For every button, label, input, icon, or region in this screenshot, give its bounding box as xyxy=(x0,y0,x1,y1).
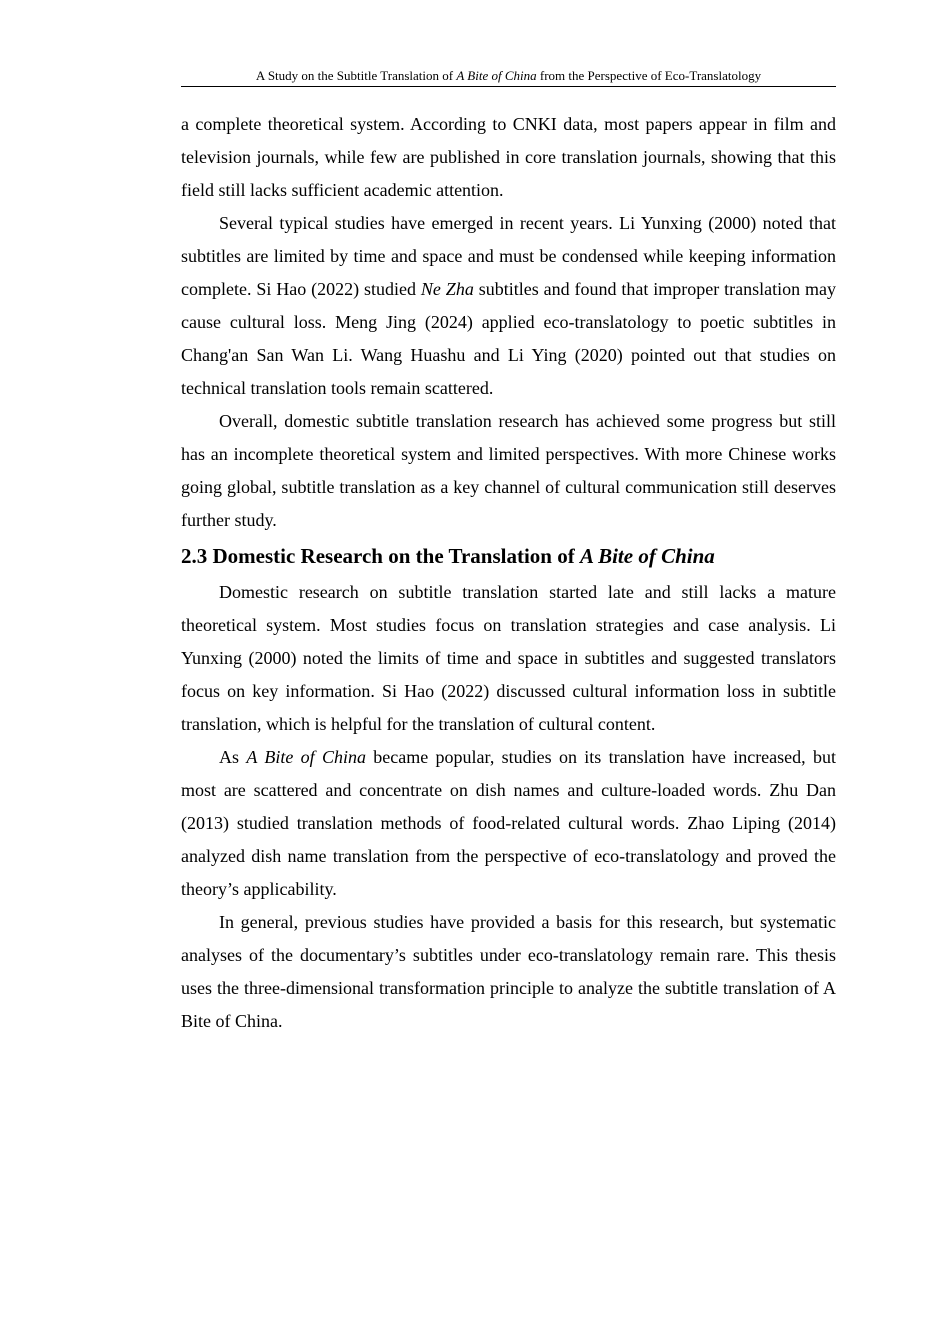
section-heading-text: 2.3 Domestic Research on the Translation of xyxy=(181,544,580,568)
paragraph-2-part-b: subtitles and found that improper translation may cause cultural loss. Meng Jing (2024) applied eco-translatology to poetic subtitles in Chang'an San Wan Li. Wang Huashu and Li Ying (2020) pointed out that studies on technical translation tools remain scattered. xyxy=(181,279,836,398)
paragraph-3: Overall, domestic subtitle translation research has achieved some progress but still has an incomplete theoretical system and limited perspectives. With more Chinese works going global, subtitle translation as a key channel of cultural communication still deserves further study. xyxy=(181,411,836,530)
paragraph-1: a complete theoretical system. According to CNKI data, most papers appear in film and television journals, while few are published in core translation journals, showing that this field still lacks sufficient academic attention. xyxy=(181,114,836,200)
header-prefix: A Study on the Subtitle Translation of xyxy=(255,68,457,83)
paragraph-5-part-b: became popular, studies on its translation have increased, but most are scattered and concentrate on dish names and culture-loaded words. Zhu Dan (2013) studied translation methods of food-related cultural words. Zhao Liping (2014) analyzed dish name translation from the perspective of eco-translatology and proved the theory’s applicability. xyxy=(181,747,836,899)
paragraph-2-italic: Ne Zha xyxy=(420,279,474,299)
header-suffix: from the Perspective of Eco-Translatology xyxy=(536,68,762,83)
paragraph-2-part-a: Several typical studies have emerged in recent years. Li Yunxing (2000) noted that subtitles are limited by time and space and must be condensed while keeping information complete. Si Hao (2022) studied xyxy=(181,213,836,299)
body-text xyxy=(181,108,836,1038)
paragraph-2 xyxy=(181,207,836,405)
section-heading xyxy=(181,540,836,572)
paragraph-6: In general, previous studies have provided a basis for this research, but systematic analyses of the documentary’s subtitles under eco-translatology remain rare. This thesis uses the three-dimensional transformation principle to analyze the subtitle translation of A Bite of China. xyxy=(181,912,836,1031)
paragraph-5 xyxy=(181,741,836,906)
paragraph-4: Domestic research on subtitle translation started late and still lacks a mature theoretical system. Most studies focus on translation strategies and case analysis. Li Yunxing (2000) noted the limits of time and space in subtitles and suggested translators focus on key information. Si Hao (2022) discussed cultural information loss in subtitle translation, which is helpful for the translation of cultural content. xyxy=(181,582,836,734)
paragraph-5-italic: A Bite of China xyxy=(246,747,366,767)
section-heading-italic: A Bite of China xyxy=(579,544,715,568)
paragraph-5-part-a: As xyxy=(219,747,247,767)
running-header xyxy=(181,67,836,87)
header-title-italic: A Bite of China xyxy=(456,68,537,83)
